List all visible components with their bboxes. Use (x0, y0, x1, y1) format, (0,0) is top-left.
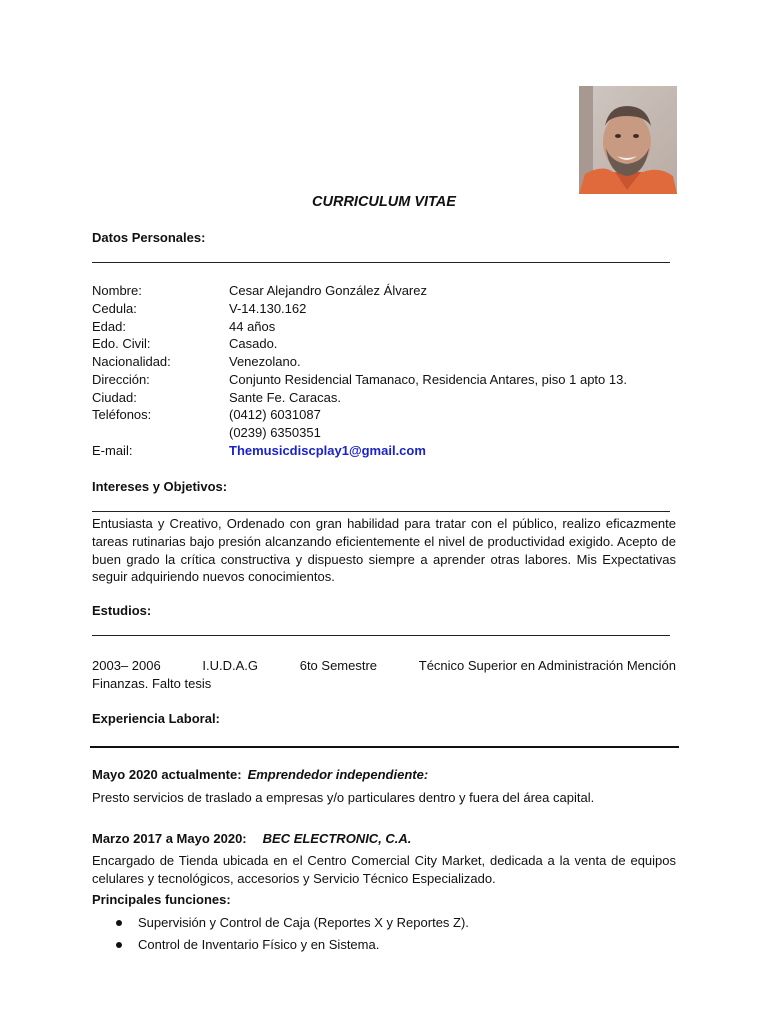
section-heading-studies: Estudios: (92, 603, 152, 618)
job-period: Mayo 2020 actualmente: (92, 767, 242, 782)
functions-heading: Principales funciones: (92, 892, 231, 907)
field-value: V-14.130.162 (229, 301, 307, 316)
section-underline (92, 511, 670, 512)
field-label: Teléfonos: (92, 407, 152, 422)
field-label: Nacionalidad: (92, 354, 171, 369)
interests-paragraph: Entusiasta y Creativo, Ordenado con gran habilidad para tratar con el público, realizo eficazmente tareas rutinarias bajo presión alcanzando eficientemente el nivel de productividad exigido. Acepto de buen grado la crítica constructiva y dispuesto siempre a aprender otras labores. Mis Expectativas seguir adquiriendo nuevos conocimientos. (92, 516, 676, 585)
field-label: Nombre: (92, 283, 142, 298)
field-label: Edo. Civil: (92, 336, 151, 351)
section-heading-personal: Datos Personales: (92, 230, 206, 245)
personal-row-civil-status (92, 335, 277, 353)
personal-row-id (92, 300, 306, 318)
section-heading-interests: Intereses y Objetivos: (92, 479, 228, 494)
list-item (112, 913, 469, 935)
function-text: Control de Inventario Físico y en Sistema. (138, 937, 380, 952)
field-label: E-mail: (92, 443, 133, 458)
bullet-icon (116, 920, 122, 926)
personal-row-phone (92, 406, 321, 424)
field-label: Edad: (92, 319, 126, 334)
field-value: Casado. (229, 336, 278, 351)
job-company: Emprendedor independiente: (247, 767, 429, 782)
section-underline (92, 262, 670, 263)
job-period: Marzo 2017 a Mayo 2020: (92, 831, 247, 846)
document-title: CURRICULUM VITAE (312, 194, 456, 210)
personal-row-nationality (92, 353, 301, 371)
studies-degree: Técnico Superior en Administración Mención (418, 658, 676, 673)
field-label: Cedula: (92, 301, 137, 316)
field-value: Sante Fe. Caracas. (229, 390, 341, 405)
list-item (112, 935, 469, 957)
studies-continuation: Finanzas. Falto tesis (92, 675, 212, 691)
section-underline (92, 635, 670, 636)
bullet-icon (116, 942, 122, 948)
job-header (92, 767, 428, 782)
email-link[interactable]: Themusicdiscplay1@gmail.com (229, 443, 426, 458)
field-label: Dirección: (92, 372, 150, 387)
job-description: Encargado de Tienda ubicada en el Centro Comercial City Market, dedicada a la venta de equipos celulares y tecnológicos, accesorios y Servicio Técnico Especializado. (92, 853, 676, 886)
personal-row-age (92, 318, 275, 336)
profile-photo (579, 86, 677, 194)
job-description: Presto servicios de traslado a empresas y/o particulares dentro y fuera del área capital. (92, 790, 595, 805)
personal-row-email (92, 442, 426, 460)
field-value: (0239) 6350351 (229, 425, 321, 440)
studies-entry (92, 657, 676, 693)
field-value: (0412) 6031087 (229, 407, 321, 422)
personal-row-address (92, 371, 627, 389)
studies-institution: I.U.D.A.G (202, 658, 259, 673)
job-company: BEC ELECTRONIC, C.A. (262, 831, 412, 846)
field-value: Venezolano. (229, 354, 301, 369)
personal-row-name (92, 282, 427, 300)
portrait-image (579, 86, 677, 194)
functions-list (112, 913, 469, 957)
personal-row-city (92, 389, 341, 407)
personal-row-phone-2 (92, 424, 321, 442)
job-header (92, 831, 411, 846)
field-value: Conjunto Residencial Tamanaco, Residencia Antares, piso 1 apto 13. (229, 372, 627, 387)
section-heading-experience: Experiencia Laboral: (92, 711, 220, 726)
studies-period: 2003– 2006 (92, 658, 161, 673)
studies-semester: 6to Semestre (299, 658, 378, 673)
field-value: 44 años (229, 319, 276, 334)
field-label: Ciudad: (92, 390, 137, 405)
section-rule (90, 746, 679, 748)
function-text: Supervisión y Control de Caja (Reportes X y Reportes Z). (138, 915, 469, 930)
field-value: Cesar Alejandro González Álvarez (229, 283, 427, 298)
